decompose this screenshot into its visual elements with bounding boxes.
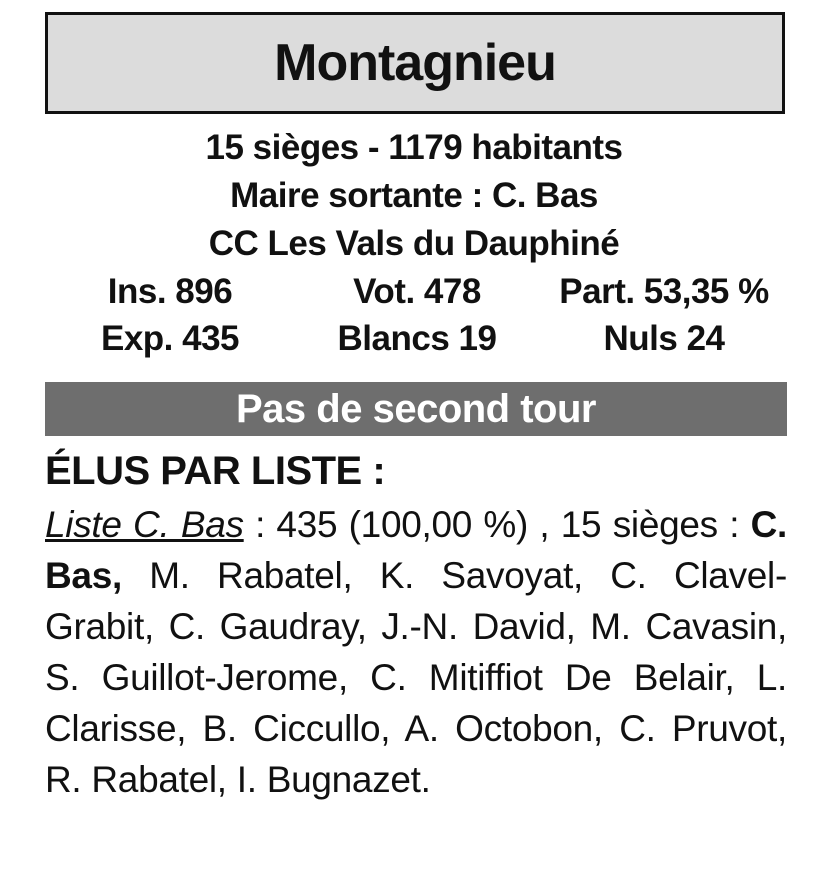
second-round-banner — [45, 382, 787, 436]
list-name: Liste C. Bas — [45, 504, 244, 545]
stat-inscrits: Ins. 896 — [107, 272, 233, 311]
stats-row-1 — [0, 270, 828, 314]
commune-title: Montagnieu — [274, 34, 556, 92]
list-members: M. Rabatel, K. Savoyat, C. Clavel-Grabit, C. Gaudray, J.-N. David, M. Cavasin, S. Guillot-Jerome, C. Mitiffiot De Belair, L. Clarisse, B. Ciccullo, A. Octobon, C. Pruvot, R. Rabatel, I. Bugnazet. — [45, 555, 787, 800]
elected-by-list-heading: ÉLUS PAR LISTE : — [45, 449, 386, 493]
list-head-name: C. Bas, — [45, 504, 788, 596]
stat-participation: Part. 53,35 % — [559, 272, 769, 311]
stat-blancs: Blancs 19 — [337, 319, 497, 358]
stat-exprimes: Exp. 435 — [100, 319, 240, 358]
commune-title-box — [45, 12, 785, 114]
outgoing-mayor-line: Maire sortante : C. Bas — [230, 176, 598, 215]
stat-votants: Vot. 478 — [353, 272, 481, 311]
list-result: : 435 (100,00 %) , 15 sièges : — [243, 504, 751, 545]
second-round-text: Pas de second tour — [236, 386, 596, 431]
stats-row-2 — [0, 317, 828, 361]
seats-population-line: 15 sièges - 1179 habitants — [205, 128, 623, 167]
elected-list-block — [45, 499, 787, 805]
community-line: CC Les Vals du Dauphiné — [208, 224, 620, 263]
stat-nuls: Nuls 24 — [603, 319, 725, 358]
